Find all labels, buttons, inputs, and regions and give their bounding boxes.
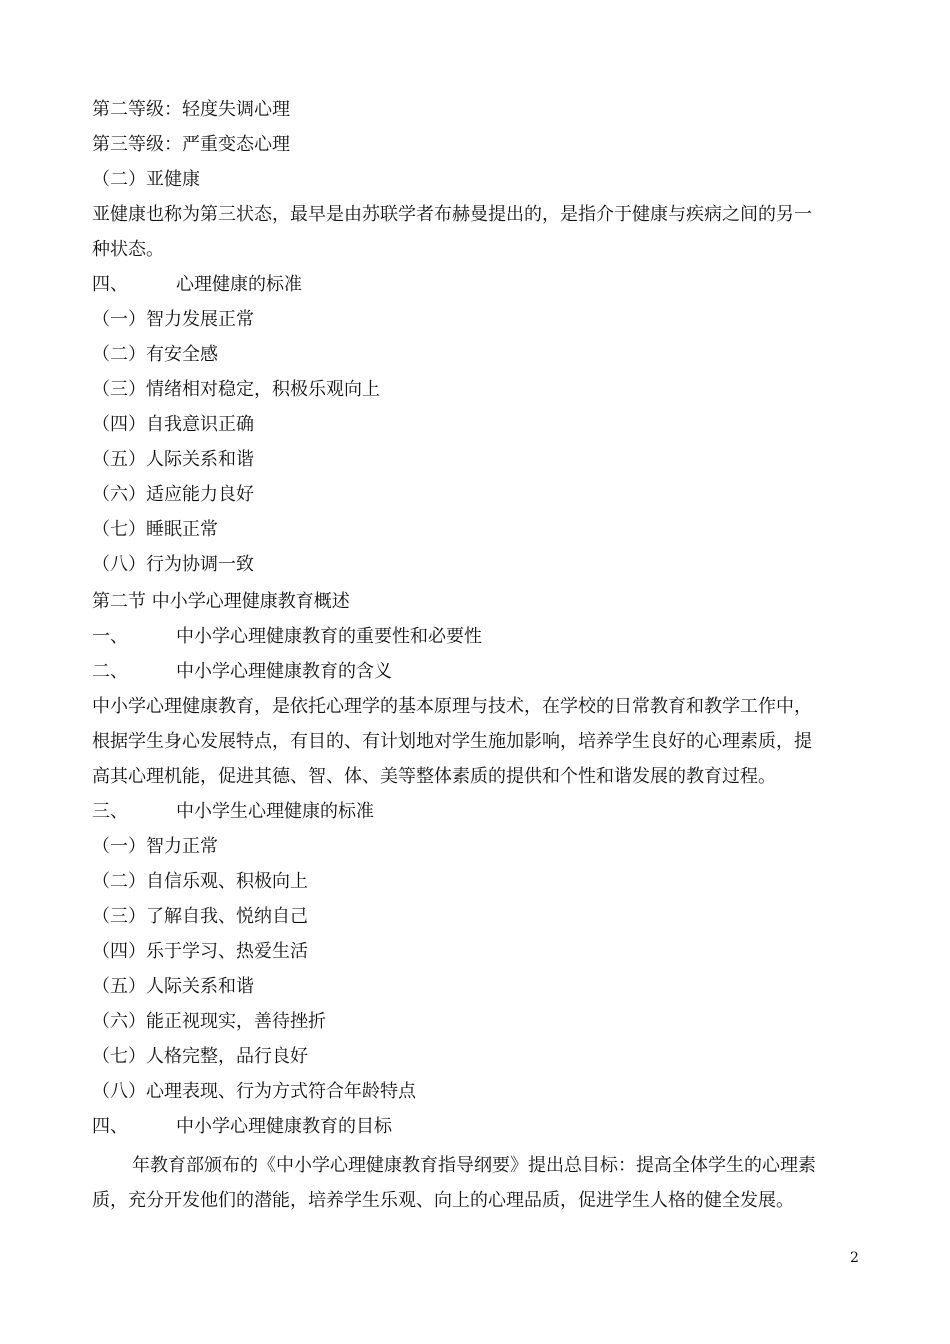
section-heading [92, 794, 862, 829]
list-item: （三）了解自我、悦纳自己 [92, 906, 308, 927]
heading-number: 三、 [92, 801, 128, 822]
list-item: （二）自信乐观、积极向上 [92, 871, 308, 892]
list-item: （三）情绪相对稳定，积极乐观向上 [92, 379, 380, 400]
list-item: （四）自我意识正确 [92, 414, 254, 435]
heading-text: 中小学心理健康教育的目标 [176, 1116, 392, 1137]
heading-text: 心理健康的标准 [176, 274, 302, 295]
text-line: 第二等级：轻度失调心理 [92, 99, 290, 120]
list-item: （八）行为协调一致 [92, 554, 254, 575]
heading-number: 二、 [92, 661, 128, 682]
paragraph-line: 中小学心理健康教育，是依托心理学的基本原理与技术，在学校的日常教育和教学工作中， [92, 696, 812, 717]
paragraph-line: 质，充分开发他们的潜能，培养学生乐观、向上的心理品质，促进学生人格的健全发展。 [92, 1190, 794, 1211]
paragraph-line: 年教育部颁布的《中小学心理健康教育指导纲要》提出总目标：提高全体学生的心理素 [132, 1155, 816, 1176]
paragraph-line: 种状态。 [92, 239, 164, 260]
heading-number: 四、 [92, 1116, 128, 1137]
heading-number: 一、 [92, 626, 128, 647]
section-heading [92, 267, 862, 302]
heading-text: 中小学心理健康教育的重要性和必要性 [176, 626, 482, 647]
list-item: （二）有安全感 [92, 344, 218, 365]
list-item: （六）能正视现实，善待挫折 [92, 1011, 326, 1032]
sub-heading: （二）亚健康 [92, 169, 200, 190]
heading-text: 中小学心理健康教育的含义 [176, 661, 392, 682]
section-heading [92, 1109, 862, 1144]
text-line: 第三等级：严重变态心理 [92, 134, 290, 155]
paragraph-line: 高其心理机能，促进其德、智、体、美等整体素质的提供和个性和谐发展的教育过程。 [92, 766, 776, 787]
list-item: （一）智力正常 [92, 836, 218, 857]
page-number: 2 [850, 1250, 859, 1266]
list-item: （八）心理表现、行为方式符合年龄特点 [92, 1081, 416, 1102]
paragraph-line: 根据学生身心发展特点，有目的、有计划地对学生施加影响，培养学生良好的心理素质，提 [92, 731, 812, 752]
section-heading [92, 654, 862, 689]
list-item: （七）睡眠正常 [92, 519, 218, 540]
section-heading [92, 619, 862, 654]
list-item: （一）智力发展正常 [92, 309, 254, 330]
list-item: （四）乐于学习、热爱生活 [92, 941, 308, 962]
list-item: （五）人际关系和谐 [92, 449, 254, 470]
list-item: （七）人格完整，品行良好 [92, 1046, 308, 1067]
list-item: （六）适应能力良好 [92, 484, 254, 505]
heading-text: 中小学生心理健康的标准 [176, 801, 374, 822]
heading-number: 四、 [92, 274, 128, 295]
chapter-section-title: 第二节 中小学心理健康教育概述 [92, 591, 350, 612]
paragraph-line: 亚健康也称为第三状态，最早是由苏联学者布赫曼提出的，是指介于健康与疾病之间的另一 [92, 204, 812, 225]
list-item: （五）人际关系和谐 [92, 976, 254, 997]
